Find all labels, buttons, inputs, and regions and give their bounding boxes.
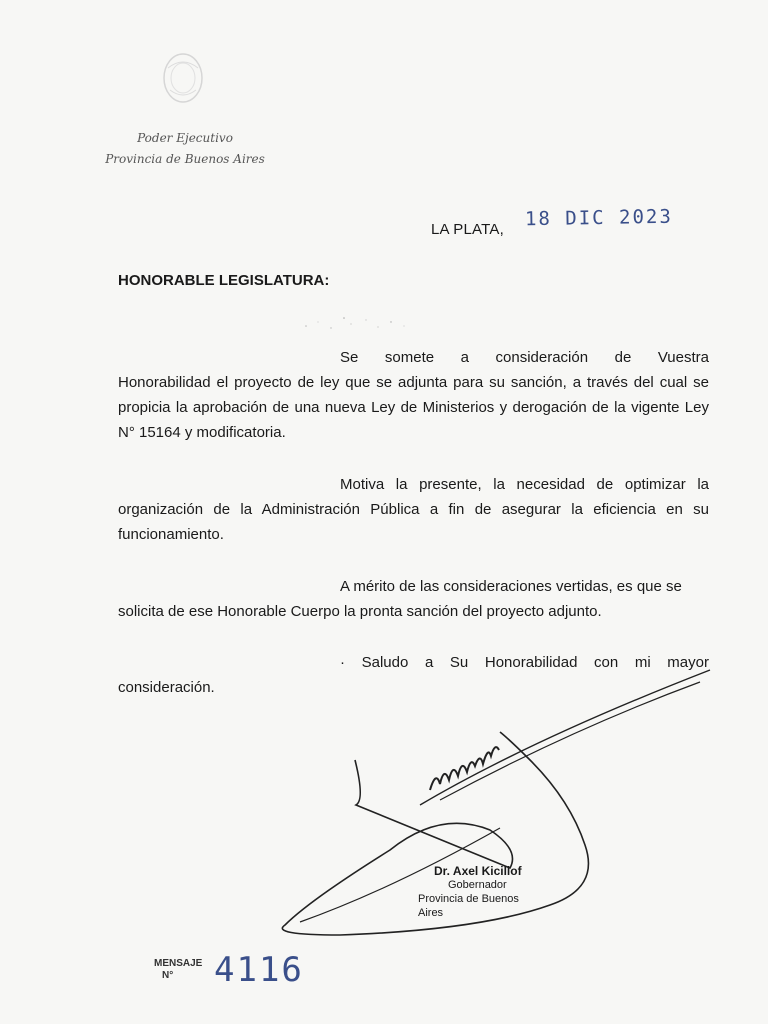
place-label: LA PLATA, [431,221,504,238]
body-paragraph-3 [118,574,709,624]
paragraph-1-text: Honorabilidad el proyecto de ley que se adjunta para su sanción, a través del cual se propicia la aprobación de una nueva Ley de Ministerios y derogación de la vigente Ley N° 15164 y modificatoria. [118,374,709,441]
paragraph-4-text: consideración. [118,679,215,696]
paragraph-4-first-line: · Saludo a Su Honorabilidad con mi mayor [340,654,709,671]
paragraph-3-first-line: A mérito de las consideraciones vertidas, es que se [340,578,682,595]
date-stamp: 18 DIC 2023 [524,205,674,231]
paragraph-1-first-line: Se somete a consideración de Vuestra [340,349,709,366]
mensaje-n-label: N° [162,970,174,981]
paragraph-3-text: solicita de ese Honorable Cuerpo la pronta sanción del proyecto adjunto. [118,603,602,620]
signer-block [418,864,542,920]
letterhead-line-1: Poder Ejecutivo [137,131,233,145]
letterhead [70,128,300,170]
paper-specks [296,312,416,338]
mensaje-number: 4116 [214,950,304,990]
addressee-heading: HONORABLE LEGISLATURA: [118,272,330,289]
provincial-seal-emblem [158,48,208,108]
body-paragraph-2 [118,472,709,547]
body-paragraph-1 [118,345,709,445]
signer-name: Dr. Axel Kicillof [434,864,522,878]
mensaje-label [154,958,202,982]
signer-role: Gobernador [448,879,507,891]
mensaje-label-text: MENSAJE [154,958,203,969]
paragraph-2-text: organización de la Administración Pública a fin de asegurar la eficiencia en su funcionamiento. [118,501,709,543]
paragraph-2-first-line: Motiva la presente, la necesidad de optimizar la [340,476,709,493]
signer-province: Provincia de Buenos Aires [418,893,519,919]
letterhead-line-2: Provincia de Buenos Aires [105,152,265,166]
